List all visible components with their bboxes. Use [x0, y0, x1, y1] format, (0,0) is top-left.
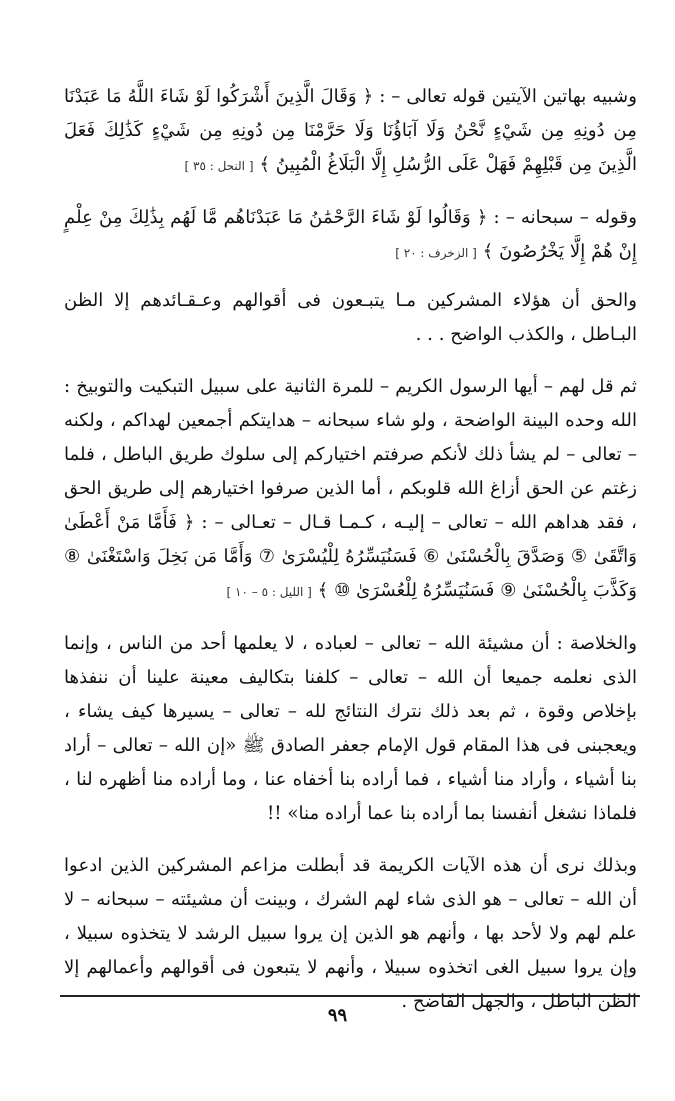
verse-reference-layl: [ الليل : ٥ – ١٠ ] — [226, 585, 312, 599]
paragraph-4-text: ثم قل لهم – أيها الرسول الكريم – للمرة الثانية على سبيل التبكيت والتوبيخ : الله وحده البينة الواضحة ، ولو شاء سبحانه – هدايتكم أجمعين لهداكم ، ولكنه – تعالى – لم يشأ ذلك لأنكم صرفتم اختياركم إلى سلوك طريق الباطل ، فلما زغتم عن الحق أزاغ الله قلوبكم ، أما الذين صرفوا اختيارهم إلى طريق الحق ، فقد هداهم الله – تعالى – إليـه ، كـمـا قـال – تعـالى – : ﴿ فَأَمَّا مَنْ أَعْطَىٰ وَاتَّقَىٰ ⑤ وَصَدَّقَ بِالْحُسْنَىٰ ⑥ فَسَنُيَسِّرُهُ لِلْيُسْرَىٰ ⑦ وَأَمَّا مَن بَخِلَ وَاسْتَغْنَىٰ ⑧ وَكَذَّبَ بِالْحُسْنَىٰ ⑨ فَسَنُيَسِّرُهُ لِلْعُسْرَىٰ ⑩ ﴾ — [64, 376, 637, 601]
paragraph-5 — [64, 627, 637, 831]
page-number: ٩٩ — [327, 1005, 348, 1026]
paragraph-1-text: وشبيه بهاتين الآيتين قوله تعالى – : ﴿ وَقَالَ الَّذِينَ أَشْرَكُوا لَوْ شَاءَ اللَّهُ مَا عَبَدْنَا مِن دُونِهِ مِن شَيْءٍ نَّحْنُ وَلَا آبَاؤُنَا وَلَا حَرَّمْنَا مِن دُونِهِ مِن شَيْءٍ كَذَٰلِكَ فَعَلَ الَّذِينَ مِن قَبْلِهِمْ فَهَلْ عَلَى الرُّسُلِ إِلَّا الْبَلَاغُ الْمُبِينُ ﴾ — [64, 86, 637, 175]
paragraph-3-text: والحق أن هؤلاء المشركين مـا يتبـعون فى أقوالهم وعـقـائدهم إلا الظن البـاطل ، والكذب الواضح . . . — [64, 290, 637, 345]
paragraph-4 — [64, 370, 637, 609]
paragraph-6 — [64, 849, 637, 1019]
footer-divider — [60, 995, 640, 997]
verse-reference-zukhruf: [ الزخرف : ٢٠ ] — [395, 246, 477, 260]
paragraph-2 — [64, 201, 637, 270]
paragraph-3 — [64, 284, 637, 352]
paragraph-5-text: والخلاصة : أن مشيئة الله – تعالى – لعباده ، لا يعلمها أحد من الناس ، وإنما الذى نعلمه جميعا أن الله – تعالى – كلفنا بتكاليف معينة علينا أن ننفذها بإخلاص وقوة ، ثم بعد ذلك نترك النتائج لله – تعالى – يسيرها كيف يشاء ، ويعجبنى فى هذا المقام قول الإمام جعفر الصادق ﷺ «إن الله – تعالى – أراد بنا أشياء ، وأراد منا أشياء ، فما أراده بنا أخفاه عنا ، وما أراده منا أظهره لنا ، فلماذا نشغل أنفسنا بما أراده بنا عما أراده منا» !! — [64, 633, 637, 824]
body-text — [64, 80, 637, 1037]
paragraph-1 — [64, 80, 637, 183]
paragraph-6-text: وبذلك نرى أن هذه الآيات الكريمة قد أبطلت مزاعم المشركين الذين ادعوا أن الله – تعالى – هو الذى شاء لهم الشرك ، وبينت أن مشيئته – سبحانه – لا علم لهم ولا لأحد بها ، وأنهم هو الذين إن يروا سبيل الرشد لا يتخذوه سبيلا ، وإن يروا سبيل الغى اتخذوه سبيلا ، وأنهم لا يتبعون فى أقوالهم وأعمالهم إلا الظن الباطل ، والجهل الفاضح . — [64, 855, 637, 1012]
verse-reference-nahl: [ النحل : ٣٥ ] — [184, 159, 254, 173]
paragraph-2-text: وقوله – سبحانه – : ﴿ وَقَالُوا لَوْ شَاءَ الرَّحْمَٰنُ مَا عَبَدْنَاهُم مَّا لَهُم بِذَٰلِكَ مِنْ عِلْمٍ إِنْ هُمْ إِلَّا يَخْرُصُونَ ﴾ — [64, 207, 637, 262]
